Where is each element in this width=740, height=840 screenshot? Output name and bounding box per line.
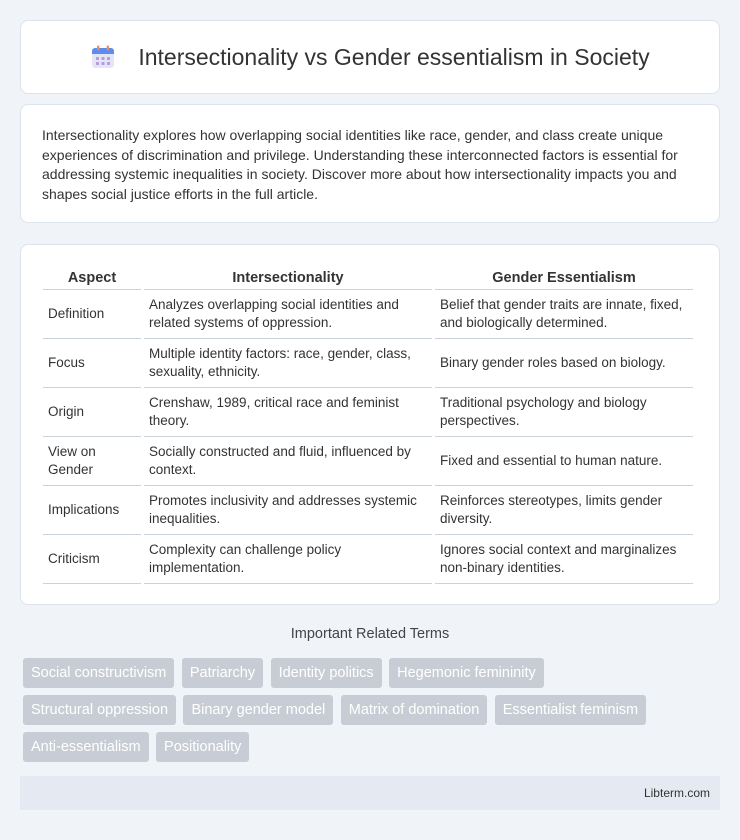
tag-binary-gender-model[interactable]: Binary gender model <box>183 695 333 725</box>
tag-matrix-of-domination[interactable]: Matrix of domination <box>341 695 488 725</box>
cell-gender-essentialism: Belief that gender traits are innate, fixed, and biologically determined. <box>435 290 693 339</box>
cell-intersectionality: Multiple identity factors: race, gender, class, sexuality, ethnicity. <box>144 339 432 388</box>
table-row <box>43 339 693 388</box>
tag-hegemonic-femininity[interactable]: Hegemonic femininity <box>389 658 544 688</box>
related-terms-list <box>23 658 723 769</box>
cell-aspect: Origin <box>43 388 141 437</box>
cell-gender-essentialism: Fixed and essential to human nature. <box>435 437 693 486</box>
cell-aspect: Implications <box>43 486 141 535</box>
tag-identity-politics[interactable]: Identity politics <box>271 658 382 688</box>
cell-intersectionality: Crenshaw, 1989, critical race and feminist theory. <box>144 388 432 437</box>
intro-card <box>20 104 720 223</box>
tag-patriarchy[interactable]: Patriarchy <box>182 658 263 688</box>
cell-gender-essentialism: Binary gender roles based on biology. <box>435 339 693 388</box>
footer-site-link[interactable]: Libterm.com <box>643 786 710 800</box>
header-gender-essentialism: Gender Essentialism <box>435 266 693 290</box>
cell-gender-essentialism: Reinforces stereotypes, limits gender diversity. <box>435 486 693 535</box>
footer <box>20 776 720 810</box>
cell-intersectionality: Complexity can challenge policy implementation. <box>144 535 432 584</box>
table-row <box>43 388 693 437</box>
calendar-icon <box>90 44 116 70</box>
comparison-table <box>40 266 696 584</box>
intro-text: Intersectionality explores how overlapping social identities like race, gender, and class create unique experiences of discrimination and privilege. Understanding these interconnected factors is essential for addressing systemic inequalities in society. Discover more about how intersectionality impacts you and shapes social justice efforts in the full article. <box>42 127 678 202</box>
header-aspect: Aspect <box>43 266 141 290</box>
cell-aspect: Criticism <box>43 535 141 584</box>
title-card <box>20 20 720 94</box>
header-intersectionality: Intersectionality <box>144 266 432 290</box>
table-header-row <box>43 266 693 290</box>
cell-aspect: Focus <box>43 339 141 388</box>
tag-positionality[interactable]: Positionality <box>156 732 249 762</box>
tag-essentialist-feminism[interactable]: Essentialist feminism <box>495 695 646 725</box>
cell-intersectionality: Analyzes overlapping social identities and related systems of oppression. <box>144 290 432 339</box>
tag-social-constructivism[interactable]: Social constructivism <box>23 658 174 688</box>
page-title: Intersectionality vs Gender essentialism in Society <box>138 43 650 70</box>
table-row <box>43 486 693 535</box>
table-row <box>43 290 693 339</box>
table-row <box>43 437 693 486</box>
tag-anti-essentialism[interactable]: Anti-essentialism <box>23 732 149 762</box>
related-terms-title: Important Related Terms <box>290 626 450 642</box>
cell-gender-essentialism: Ignores social context and marginalizes non-binary identities. <box>435 535 693 584</box>
cell-aspect: Definition <box>43 290 141 339</box>
cell-intersectionality: Promotes inclusivity and addresses systemic inequalities. <box>144 486 432 535</box>
cell-intersectionality: Socially constructed and fluid, influenced by context. <box>144 437 432 486</box>
tag-structural-oppression[interactable]: Structural oppression <box>23 695 176 725</box>
cell-gender-essentialism: Traditional psychology and biology perspectives. <box>435 388 693 437</box>
table-row <box>43 535 693 584</box>
cell-aspect: View on Gender <box>43 437 141 486</box>
table-card <box>20 244 720 605</box>
